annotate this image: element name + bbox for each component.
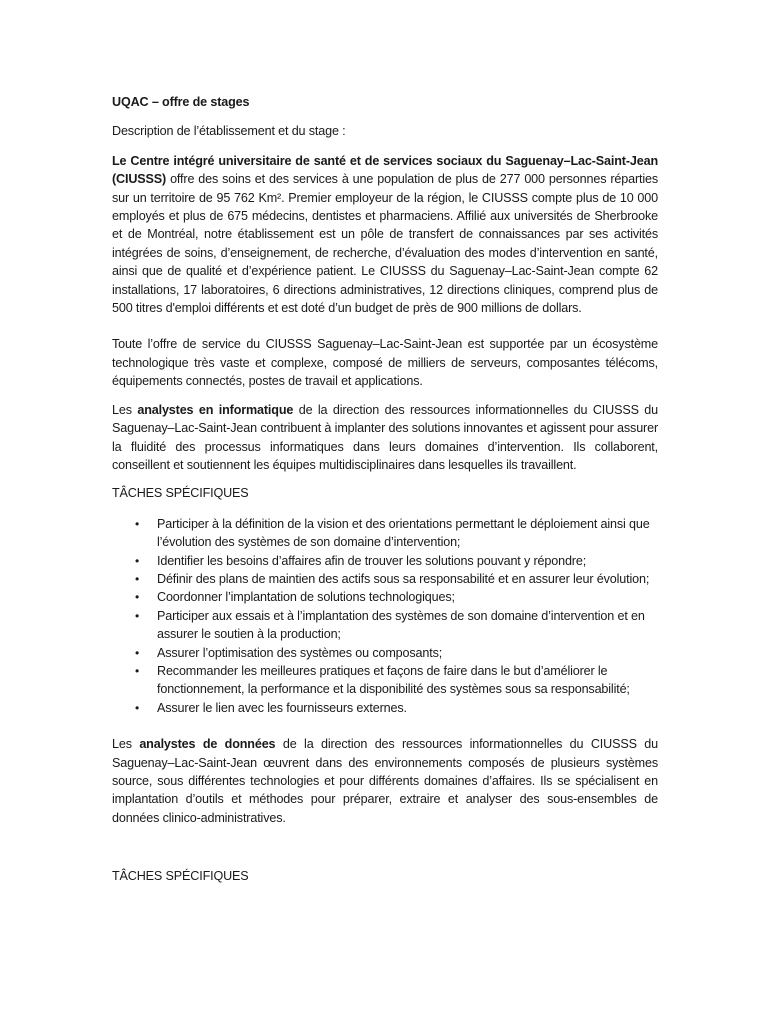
task-list-item xyxy=(135,515,658,552)
tasks-heading-2: TÂCHES SPÉCIFIQUES xyxy=(112,869,249,884)
task-list-item xyxy=(135,607,658,644)
bullet-icon: • xyxy=(135,590,140,605)
task-text: Identifier les besoins d’affaires afin de trouver les solutions pouvant y répondre; xyxy=(157,553,587,568)
analysts-data-text: de la direction des ressources informationnelles du CIUSSS du Saguenay–Lac-Saint-Jean œuvrent dans des environnements composés de plusieurs systèmes source, sous différentes technologies et pour différents domaines d’affaires. Ils se spécialisent en implantation d’outils et méthodes pour préparer, extraire et analyser des sous-ensembles de données clinico-administratives. xyxy=(112,737,658,825)
ecosystem-paragraph: Toute l’offre de service du CIUSSS Saguenay–Lac-Saint-Jean est supportée par un écosystème technologique très vaste et complexe, composé de milliers de serveurs, composantes télécoms, équipements connectés, postes de travail et applications. xyxy=(112,337,658,389)
task-list-item xyxy=(135,644,658,662)
bullet-icon: • xyxy=(135,553,140,568)
analysts-data-pre: Les xyxy=(112,737,140,752)
bullet-icon: • xyxy=(135,645,140,660)
bullet-icon: • xyxy=(135,516,140,531)
document-title: UQAC – offre de stages xyxy=(112,95,250,109)
task-text: Assurer l’optimisation des systèmes ou composants; xyxy=(157,645,443,660)
task-text: Participer à la définition de la vision et des orientations permettant le déploiement ainsi que l’évolution des systèmes de son domaine d’intervention; xyxy=(157,516,650,550)
bullet-icon: • xyxy=(135,608,140,623)
task-list-item xyxy=(135,699,658,717)
bullet-icon: • xyxy=(135,571,140,586)
document-subtitle: Description de l’établissement et du stage : xyxy=(112,124,346,139)
task-list xyxy=(112,515,658,717)
task-text: Assurer le lien avec les fournisseurs externes. xyxy=(157,700,407,715)
tasks-heading: TÂCHES SPÉCIFIQUES xyxy=(112,486,249,501)
intro-text: offre des soins et des services à une population de plus de 277 000 personnes réparties sur un territoire de 95 762 Km². Premier employeur de la région, le CIUSSS compte plus de 10 000 employés et plus de 675 médecins, dentistes et pharmaciens. Affilié aux universités de Sherbrooke et de Montréal, notre établissement est un pôle de transfert de connaissances par ses activités intégrées de soins, d’enseignement, de recherche, d’évaluation des modes d’intervention en santé, ainsi que de qualité et d’expérience patient. Le CIUSSS du Saguenay–Lac-Saint-Jean compte 62 installations, 17 laboratoires, 6 directions administratives, 12 directions cliniques, comprend plus de 500 titres d'emploi différents et est doté d’un budget de près de 900 millions de dollars. xyxy=(112,172,658,316)
intro-paragraph xyxy=(112,152,658,318)
analysts-it-pre: Les xyxy=(112,402,138,417)
analysts-it-paragraph xyxy=(112,401,658,475)
bullet-icon: • xyxy=(135,663,140,678)
task-list-item xyxy=(135,662,658,699)
task-list-item xyxy=(135,570,658,588)
analysts-it-bold: analystes en informatique xyxy=(137,402,294,417)
task-list-item xyxy=(135,588,658,606)
task-text: Coordonner l’implantation de solutions technologiques; xyxy=(157,590,455,605)
task-text: Participer aux essais et à l’implantation des systèmes de son domaine d’intervention et en assurer le soutien à la production; xyxy=(157,608,645,642)
analysts-data-bold: analystes de données xyxy=(139,737,276,752)
bullet-icon: • xyxy=(135,700,140,715)
task-list-item xyxy=(135,552,658,570)
task-text: Définir des plans de maintien des actifs sous sa responsabilité et en assurer leur évolution; xyxy=(157,571,650,586)
task-text: Recommander les meilleures pratiques et façons de faire dans le but d’améliorer le fonctionnement, la performance et la disponibilité des systèmes sous sa responsabilité; xyxy=(157,663,630,697)
intro-bold-lead: Le Centre intégré universitaire de santé et de services sociaux du Saguenay–Lac-Saint-Jean (CIUSSS) xyxy=(112,153,658,187)
analysts-it-text: de la direction des ressources informationnelles du CIUSSS du Saguenay–Lac-Saint-Jean contribuent à implanter des solutions innovantes et agissent pour assurer la fluidité des processus informatiques dans leurs domaines d’intervention. Ils collaborent, conseillent et soutiennent les équipes multidisciplinaires dans lesquelles ils travaillent. xyxy=(112,402,659,472)
analysts-data-paragraph xyxy=(112,735,658,827)
